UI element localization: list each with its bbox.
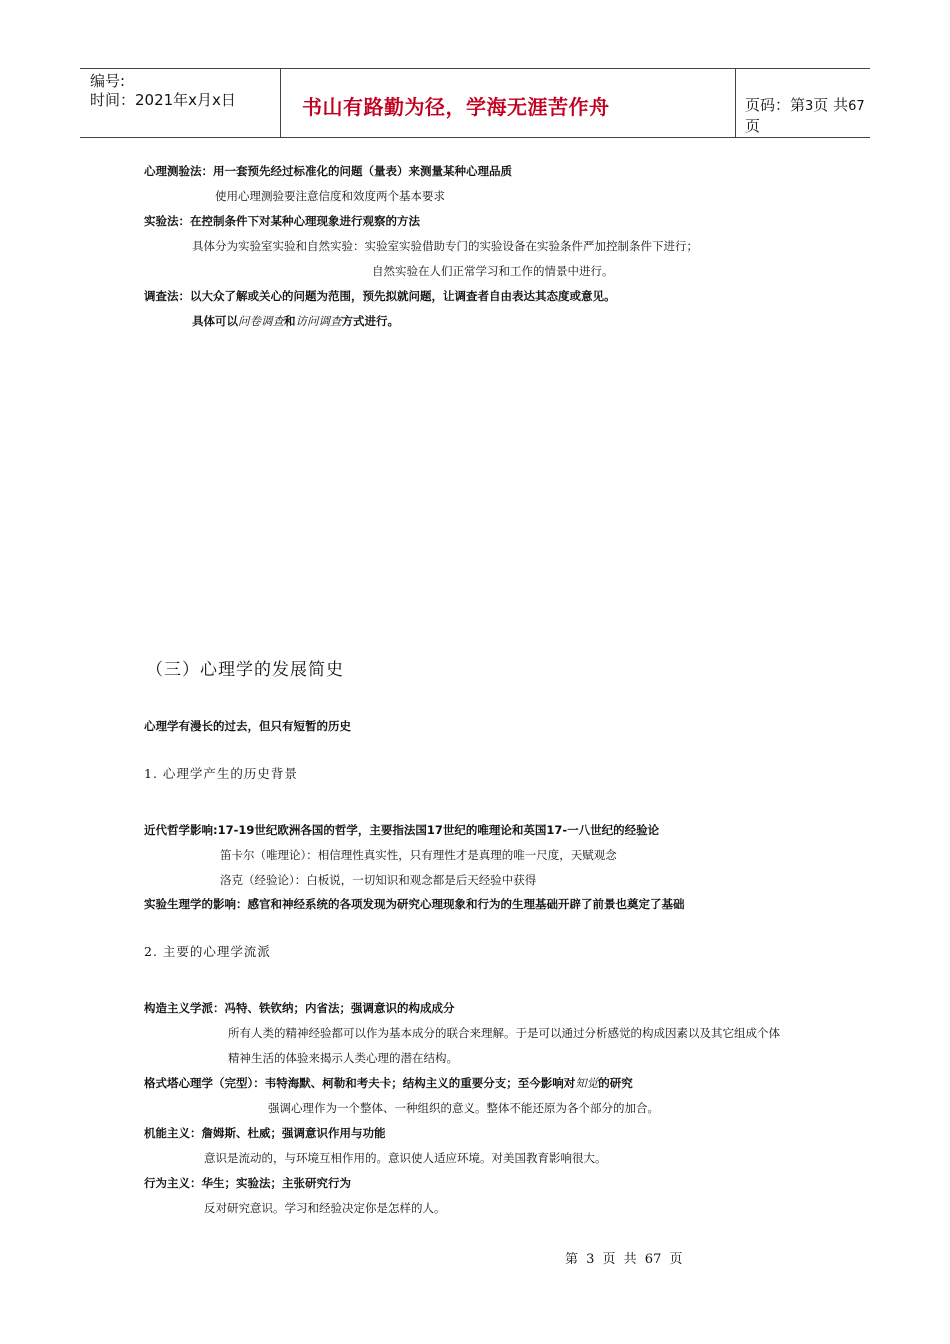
experiment-method: 实验法：在控制条件下对某种心理现象进行观察的方法 <box>144 214 420 228</box>
interview-term: 访问调查 <box>295 314 342 328</box>
document-header <box>80 68 870 138</box>
subheading-schools: 2. 主要的心理学流派 <box>144 944 271 959</box>
header-page-cell <box>735 69 870 137</box>
behaviorism: 行为主义：华生；实验法；主张研究行为 <box>144 1176 351 1190</box>
survey-method: 调查法：以大众了解或关心的问题为范围，预先拟就问题，让调查者自由表达其态度或意见。 <box>144 289 616 303</box>
structuralism-detail-1: 所有人类的精神经验都可以作为基本成分的联合来理解。于是可以通过分析感觉的构成因素以及其它组成个体 <box>228 1026 780 1040</box>
page-footer: 第 3 页 共 67 页 <box>565 1252 683 1267</box>
page-total: 67 <box>848 99 865 114</box>
page-prefix: 页码：第 <box>745 96 806 114</box>
time-label: 时间：2021年x月x日 <box>90 91 236 109</box>
psych-test-method: 心理测验法：用一套预先经过标准化的问题（量表）来测量某种心理品质 <box>144 164 512 178</box>
survey-detail-e: 方式进行。 <box>341 314 399 328</box>
behaviorism-detail: 反对研究意识。学习和经验决定你是怎样的人。 <box>204 1201 446 1215</box>
descartes-note: 笛卡尔（唯理论）：相信理性真实性，只有理性才是真理的唯一尺度，天赋观念 <box>220 848 617 862</box>
page-suffix: 页 <box>745 117 761 135</box>
serial-label: 编号: <box>90 72 126 90</box>
page-mid: 页 共 <box>813 96 849 114</box>
survey-detail <box>192 313 399 329</box>
philosophy-influence: 近代哲学影响:17-19世纪欧洲各国的哲学，主要指法国17世纪的唯理论和英国17-一八世纪的经验论 <box>144 823 660 837</box>
page-info <box>745 94 870 136</box>
functionalism: 机能主义：詹姆斯、杜威；强调意识作用与功能 <box>144 1126 386 1140</box>
gestalt-detail: 强调心理作为一个整体、一种组织的意义。整体不能还原为各个部分的加合。 <box>268 1101 659 1115</box>
questionnaire-term: 问卷调查 <box>238 314 284 328</box>
section-heading: （三）心理学的发展简史 <box>146 660 344 680</box>
psych-test-note: 使用心理测验要注意信度和效度两个基本要求 <box>215 189 445 203</box>
page-number: 3 <box>805 99 814 114</box>
gestalt-a: 格式塔心理学（完型）：韦特海默、柯勒和考夫卡；结构主义的重要分支；至今影响对 <box>144 1076 576 1090</box>
physiology-influence: 实验生理学的影响：感官和神经系统的各项发现为研究心理现象和行为的生理基础开辟了前景也奠定了基础 <box>144 897 685 911</box>
experiment-detail: 具体分为实验室实验和自然实验：实验室实验借助专门的实验设备在实验条件严加控制条件下进行； <box>192 239 698 253</box>
gestalt <box>144 1075 633 1091</box>
motto-text: 书山有路勤为径，学海无涯苦作舟 <box>302 95 610 119</box>
perception-term: 知觉 <box>575 1076 599 1090</box>
survey-detail-c: 和 <box>284 314 296 328</box>
gestalt-c: 的研究 <box>598 1076 633 1090</box>
natural-experiment: 自然实验在人们正常学习和工作的情景中进行。 <box>372 264 614 278</box>
functionalism-detail: 意识是流动的，与环境互相作用的。意识使人适应环境。对美国教育影响很大。 <box>204 1151 607 1165</box>
structuralism-detail-2: 精神生活的体验来揭示人类心理的潜在结构。 <box>228 1051 458 1065</box>
section-intro: 心理学有漫长的过去，但只有短暂的历史 <box>144 719 351 733</box>
header-meta-cell <box>80 69 281 137</box>
header-motto-cell <box>280 69 736 137</box>
locke-note: 洛克（经验论）：白板说，一切知识和观念都是后天经验中获得 <box>220 873 537 887</box>
subheading-background: 1. 心理学产生的历史背景 <box>144 766 298 781</box>
survey-detail-a: 具体可以 <box>192 314 238 328</box>
structuralism: 构造主义学派：冯特、铁钦纳；内省法；强调意识的构成成分 <box>144 1001 455 1015</box>
